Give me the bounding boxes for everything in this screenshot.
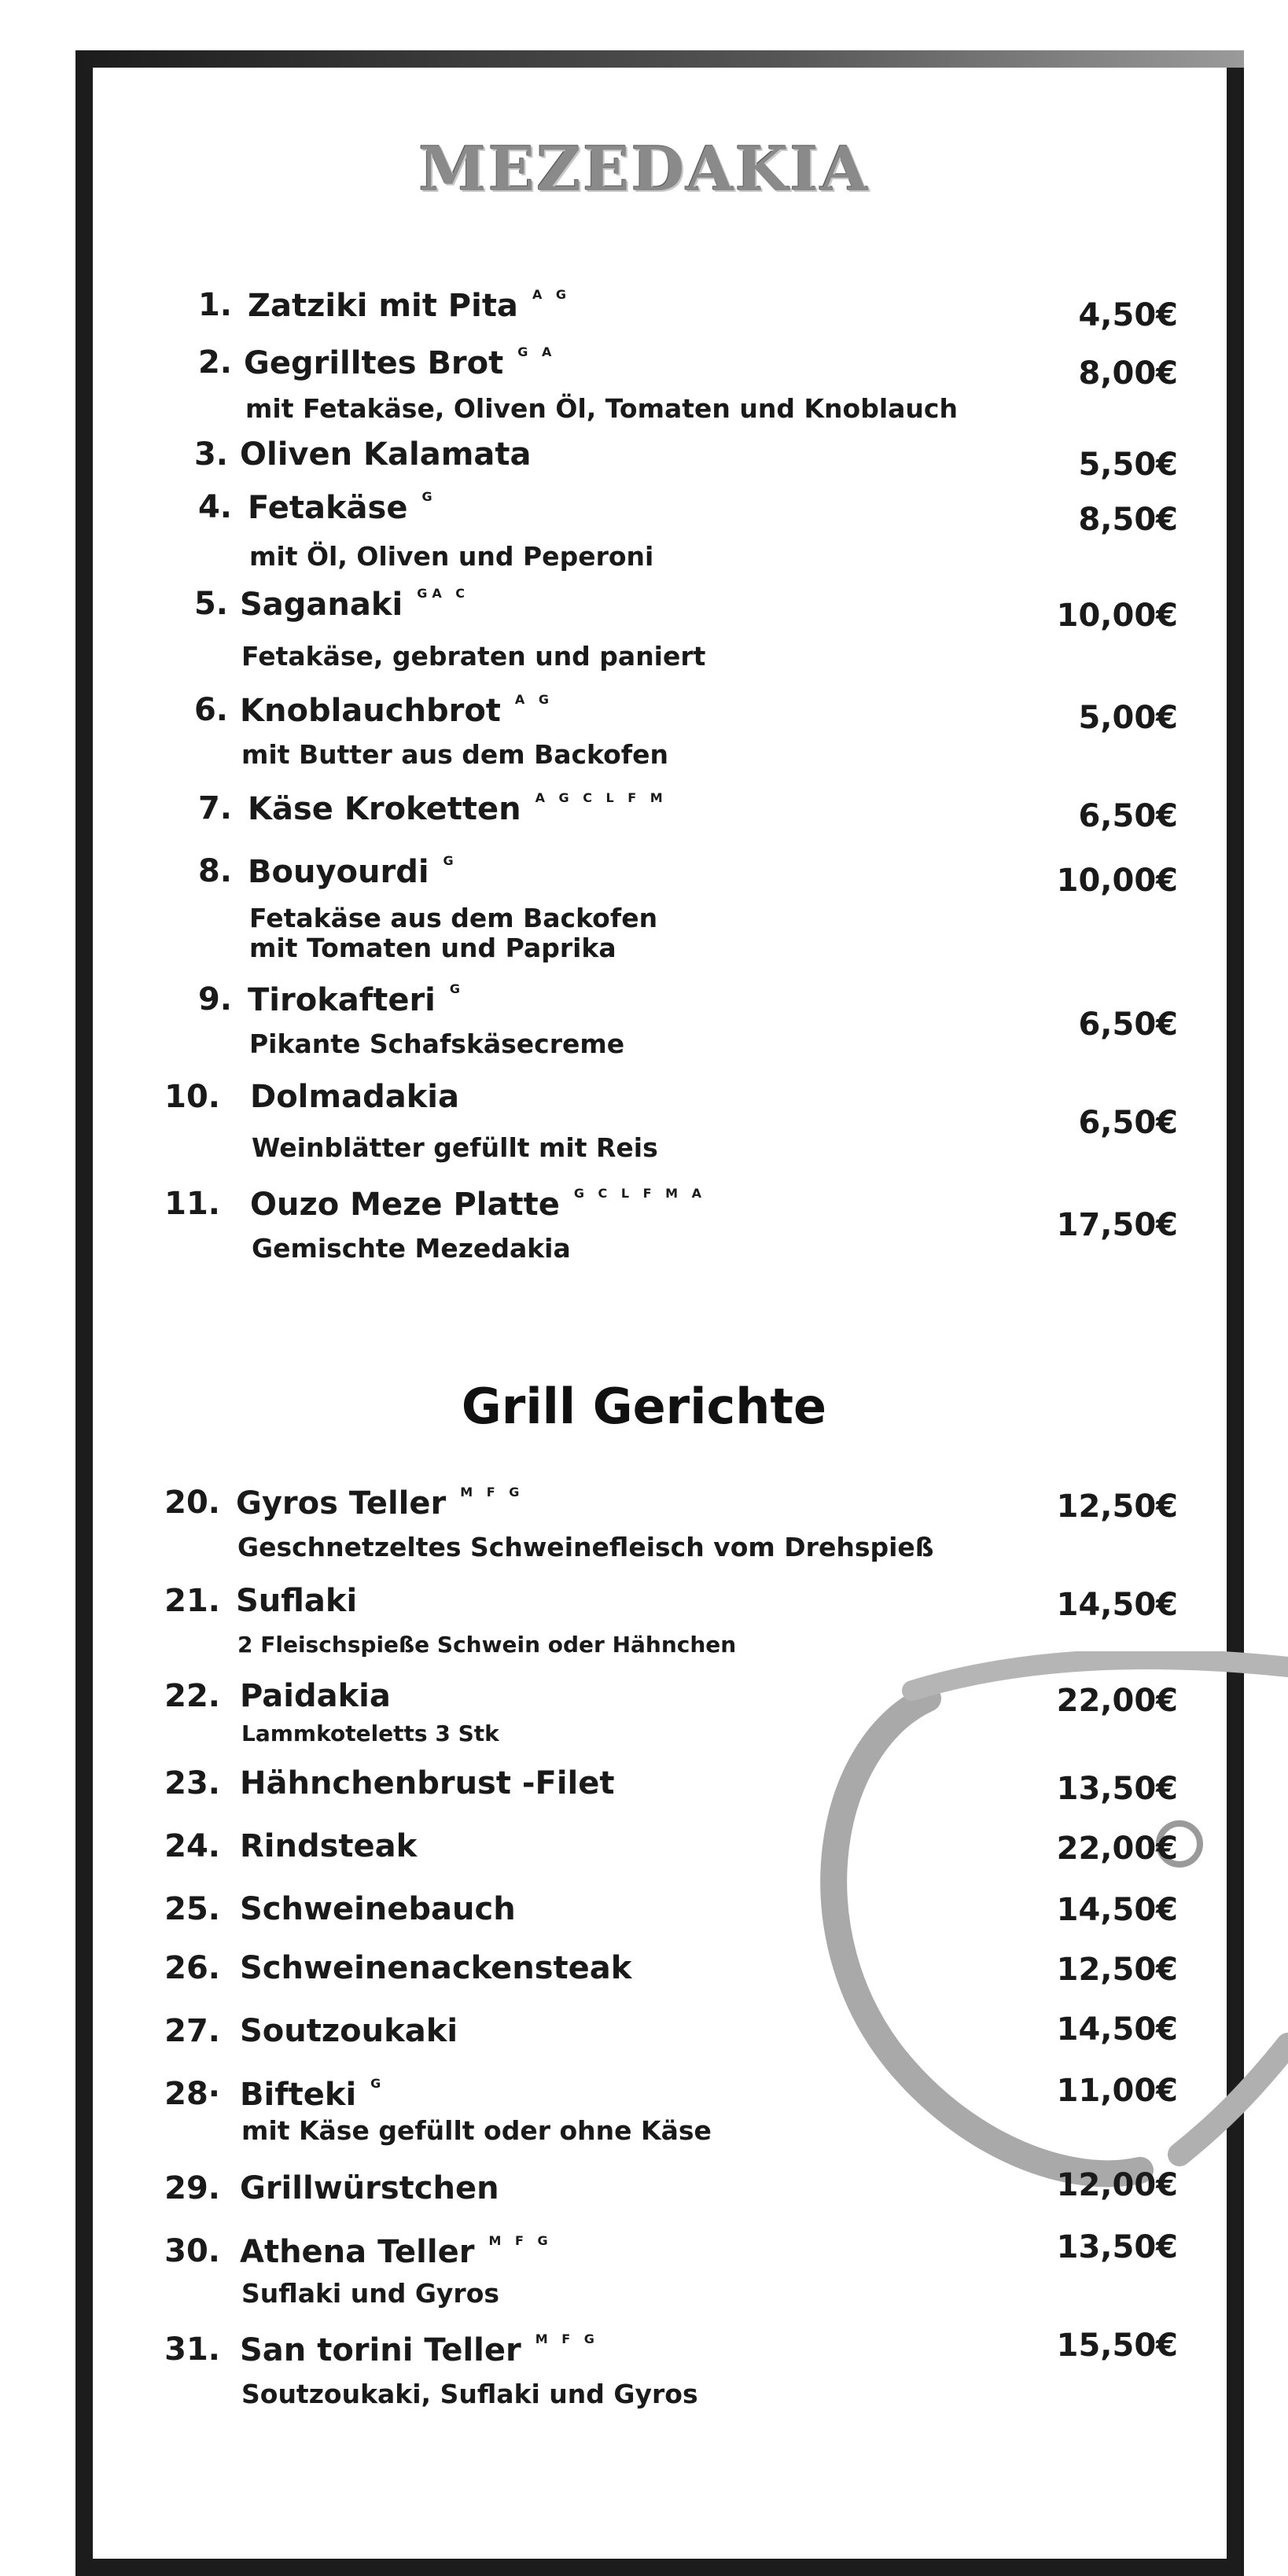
- menu-item-number: 24.: [164, 1828, 220, 1864]
- allergen-codes: G: [370, 2076, 386, 2091]
- menu-item-price: 6,50€: [1078, 1006, 1178, 1043]
- menu-item-number: 22.: [164, 1678, 220, 1714]
- menu-item-name-text: Grillwürstchen: [240, 2170, 499, 2206]
- menu-item-name-text: Dolmadakia: [250, 1079, 459, 1115]
- menu-item-price: 6,50€: [1078, 1105, 1178, 1141]
- menu-item-name-text: Schweinenackensteak: [240, 1950, 632, 1986]
- menu-item-name-text: Soutzoukaki: [240, 2013, 458, 2049]
- allergen-codes: G C L F M A: [573, 1186, 706, 1201]
- menu-item-name: [240, 2233, 553, 2270]
- menu-item-price: 13,50€: [1056, 1771, 1178, 1807]
- menu-item-description: 2 Fleischspieße Schwein oder Hähnchen: [237, 1632, 737, 1658]
- menu-item-name-text: Bouyourdi: [248, 854, 429, 890]
- menu-item-name-text: Zatziki mit Pita: [248, 288, 518, 324]
- menu-item-name: [248, 287, 571, 324]
- menu-item-name-text: Bifteki: [240, 2077, 357, 2113]
- menu-item-name-text: Käse Kroketten: [248, 791, 521, 827]
- allergen-codes: G: [449, 981, 466, 996]
- menu-item-name: [240, 436, 532, 473]
- allergen-codes: A G: [514, 692, 554, 707]
- menu-item-price: 22,00€: [1056, 1831, 1178, 1867]
- menu-item-description: Fetakäse, gebraten und paniert: [241, 641, 706, 672]
- menu-item-name-text: Gegrilltes Brot: [244, 345, 504, 381]
- menu-item-number: 9.: [197, 981, 232, 1018]
- menu-item-description-line2: mit Tomaten und Paprika: [249, 933, 616, 963]
- allergen-codes: A G: [532, 287, 572, 302]
- menu-item-price: 13,50€: [1056, 2229, 1178, 2265]
- menu-item-name: [240, 2076, 385, 2113]
- menu-item-name-text: Knoblauchbrot: [240, 693, 501, 729]
- menu-item-price: 4,50€: [1078, 297, 1178, 333]
- menu-item-name-text: Ouzo Meze Platte: [250, 1187, 560, 1223]
- menu-item-number: 1.: [197, 287, 232, 323]
- menu-item-name: [240, 692, 554, 729]
- menu-item-name: [240, 2331, 599, 2368]
- menu-item-name: [248, 489, 437, 526]
- menu-item-name: [248, 981, 465, 1018]
- menu-item-name-text: Fetakäse: [248, 490, 408, 526]
- menu-item-price: 15,50€: [1056, 2328, 1178, 2364]
- menu-item-name-text: Gyros Teller: [236, 1485, 447, 1522]
- menu-item-number: 31.: [164, 2331, 220, 2368]
- menu-item-price: 14,50€: [1056, 2011, 1178, 2048]
- menu-item-price: 10,00€: [1056, 598, 1178, 634]
- menu-item-price: 8,00€: [1078, 355, 1178, 392]
- menu-item-name-text: Paidakia: [240, 1678, 391, 1714]
- menu-item-number: 25.: [164, 1891, 220, 1927]
- menu-item-description: Geschnetzeltes Schweinefleisch vom Drehspieß: [237, 1532, 934, 1562]
- menu-item-description: Fetakäse aus dem Backofen: [249, 903, 658, 933]
- menu-item-number: 27.: [164, 2013, 220, 2049]
- menu-item-price: 12,50€: [1056, 1952, 1178, 1988]
- menu-item-number: 26.: [164, 1950, 220, 1986]
- menu-item-name: [240, 1891, 516, 1927]
- menu-item-number: 11.: [164, 1186, 220, 1222]
- menu-item-name: [240, 1828, 417, 1864]
- menu-item-price: 5,50€: [1078, 447, 1178, 483]
- menu-item-description: Gemischte Mezedakia: [252, 1233, 571, 1264]
- menu-item-number: 30.: [164, 2233, 220, 2269]
- menu-item-name: [240, 2170, 499, 2206]
- section-title-mezedakia: MEZEDAKIA: [418, 134, 870, 205]
- menu-item-number: 7.: [197, 790, 232, 826]
- menu-item-name-text: Oliven Kalamata: [240, 436, 532, 473]
- menu-item-name-text: Saganaki: [240, 587, 403, 623]
- menu-item-number: 10.: [164, 1079, 220, 1115]
- menu-item-price: 10,00€: [1056, 863, 1178, 899]
- menu-item-name: [240, 1765, 615, 1801]
- menu-item-price: 11,00€: [1056, 2073, 1178, 2109]
- menu-item-description: Suflaki und Gyros: [241, 2278, 500, 2309]
- menu-item-description: Weinblätter gefüllt mit Reis: [252, 1132, 658, 1163]
- menu-item-name-text: Tirokafteri: [248, 982, 436, 1018]
- menu-item-name-text: Suflaki: [236, 1583, 358, 1619]
- menu-item-description: mit Butter aus dem Backofen: [241, 739, 669, 770]
- menu-item-description: mit Käse gefüllt oder ohne Käse: [241, 2115, 712, 2146]
- menu-item-description: mit Öl, Oliven und Peperoni: [249, 541, 654, 572]
- menu-item-price: 5,00€: [1078, 700, 1178, 736]
- allergen-codes: GA C: [417, 586, 470, 601]
- menu-item-name: [248, 853, 458, 890]
- menu-item-number: 6.: [193, 692, 228, 728]
- allergen-codes: A G C L F M: [535, 790, 668, 805]
- menu-item-description: Lammkoteletts 3 Stk: [241, 1720, 499, 1746]
- menu-item-number: 4.: [197, 489, 232, 525]
- menu-item-number: 23.: [164, 1765, 220, 1801]
- menu-item-name: [240, 1950, 631, 1986]
- allergen-codes: M F G: [460, 1485, 524, 1500]
- allergen-codes: M F G: [535, 2331, 599, 2346]
- menu-item-name: [236, 1583, 357, 1619]
- menu-item-price: 14,50€: [1056, 1587, 1178, 1623]
- allergen-codes: G: [421, 489, 437, 504]
- menu-item-price: 22,00€: [1056, 1683, 1178, 1719]
- allergen-codes: G: [443, 853, 458, 868]
- menu-item-number: 3.: [193, 436, 228, 473]
- menu-item-number: 20.: [164, 1485, 220, 1521]
- menu-item-number: 21.: [164, 1583, 220, 1619]
- menu-item-price: 6,50€: [1078, 798, 1178, 834]
- menu-item-price: 17,50€: [1056, 1207, 1178, 1243]
- frame-top-edge: [75, 50, 1244, 68]
- section-title-grill-gerichte: Grill Gerichte: [461, 1378, 827, 1435]
- menu-item-name: [240, 2013, 458, 2049]
- menu-item-number: 29.: [164, 2170, 220, 2206]
- menu-item-number: 2.: [197, 344, 232, 381]
- allergen-codes: M F G: [488, 2233, 553, 2248]
- allergen-codes: G A: [517, 344, 557, 359]
- menu-item-description: Soutzoukaki, Suflaki und Gyros: [241, 2379, 698, 2409]
- menu-item-number: 8.: [197, 853, 232, 889]
- menu-item-description: Pikante Schafskäsecreme: [249, 1029, 625, 1059]
- menu-item-name: [250, 1186, 706, 1223]
- menu-item-name: [236, 1485, 524, 1522]
- menu-item-price: 12,50€: [1056, 1489, 1178, 1525]
- menu-item-description: mit Fetakäse, Oliven Öl, Tomaten und Knoblauch: [245, 393, 958, 424]
- menu-item-price: 8,50€: [1078, 502, 1178, 538]
- menu-item-name-text: San torini Teller: [240, 2332, 521, 2368]
- menu-item-name-text: Athena Teller: [240, 2234, 475, 2270]
- menu-item-name-text: Schweinebauch: [240, 1891, 516, 1927]
- menu-item-name: [240, 1678, 391, 1714]
- menu-item-name-text: Hähnchenbrust -Filet: [240, 1765, 615, 1801]
- menu-item-name: [244, 344, 556, 381]
- menu-item-price: 12,00€: [1056, 2167, 1178, 2203]
- menu-item-name-text: Rindsteak: [240, 1828, 418, 1864]
- menu-item-name: [250, 1079, 459, 1115]
- menu-item-name: [248, 790, 668, 827]
- menu-item-number: 5.: [193, 586, 228, 622]
- menu-item-name: [240, 586, 469, 623]
- menu-item-price: 14,50€: [1056, 1892, 1178, 1928]
- menu-item-number: 28·: [164, 2076, 220, 2112]
